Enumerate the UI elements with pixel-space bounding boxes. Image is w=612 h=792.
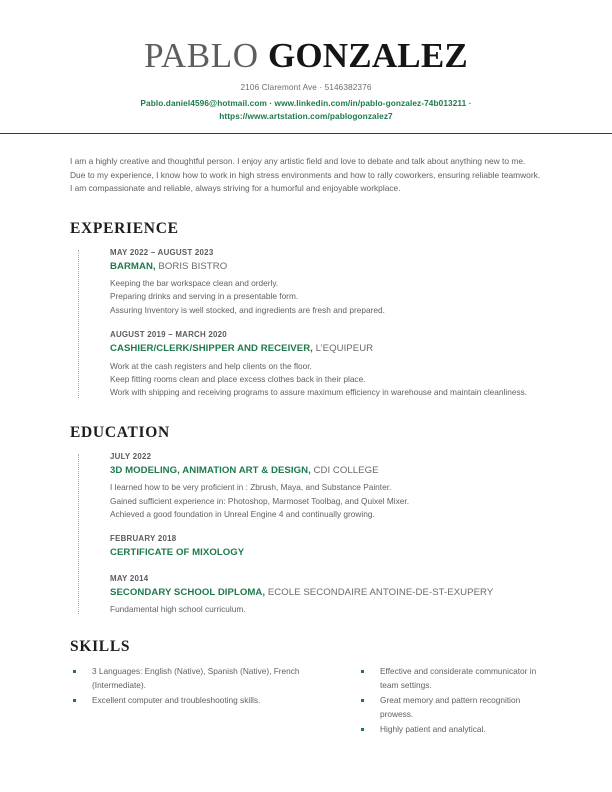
experience-entry [110, 247, 544, 318]
entry-date: JULY 2022 [110, 451, 152, 461]
skill-item: Effective and considerate communicator in team settings. [358, 665, 544, 692]
education-entry [110, 573, 544, 617]
entry-bullet-list [110, 481, 544, 521]
entry-title [110, 342, 544, 356]
entry-bullet-list [110, 277, 544, 317]
entry-bullet: Fundamental high school curriculum. [110, 603, 246, 614]
entry-title [110, 260, 544, 274]
skill-item: Excellent computer and troubleshooting skills. [70, 694, 307, 708]
entry-bullet: Achieved a good foundation in Unreal Engine 4 and continually growing. [110, 509, 375, 520]
profile-summary: I am a highly creative and thoughtful person. I enjoy any artistic field and love to debate and talk about anything new to me. Due to my experience, I know how to work in high stress environments and how to rally coworkers, ensuring reliable teamwork. I am compassionate and reliable, always striving for a humorful and enjoyable workplace. [70, 155, 541, 194]
entry-bullet-list [110, 360, 544, 400]
education-timeline [70, 451, 544, 617]
entry-bullet-list [110, 603, 544, 616]
skills-column-right [307, 665, 544, 739]
section-title-education: EDUCATION [70, 423, 170, 441]
entry-organization: BORIS BISTRO [158, 260, 228, 272]
first-name: PABLO [144, 36, 259, 75]
entry-role: CERTIFICATE OF MIXOLOGY [110, 547, 245, 559]
entry-role: SECONDARY SCHOOL DIPLOMA, [110, 586, 266, 598]
entry-organization: CDI COLLEGE [313, 464, 379, 476]
education-entry [110, 451, 544, 522]
entry-bullet: Gained sufficient experience in: Photoshop, Marmoset Toolbag, and Quixel Mixer. [110, 495, 410, 506]
entry-bullet: Keeping the bar workspace clean and orderly. [110, 278, 279, 289]
skill-item: 3 Languages: English (Native), Spanish (Native), French (Intermediate). [70, 665, 307, 692]
entry-role: BARMAN, [110, 260, 156, 272]
experience-timeline [70, 247, 544, 400]
entry-title [110, 464, 544, 478]
entry-title [110, 546, 544, 560]
skills-column-left [70, 665, 307, 739]
last-name: GONZALEZ [267, 36, 468, 75]
experience-entry [110, 329, 544, 400]
entry-bullet: Preparing drinks and serving in a presentable form. [110, 291, 299, 302]
education-entry [110, 533, 544, 560]
header-divider [0, 133, 612, 134]
entry-role: 3D MODELING, ANIMATION ART & DESIGN, [110, 464, 311, 476]
entry-role: CASHIER/CLERK/SHIPPER AND RECEIVER, [110, 343, 313, 355]
entry-bullet: Work at the cash registers and help clients on the floor. [110, 360, 312, 371]
contact-address-line: 2106 Claremont Ave · 5146382376 [240, 82, 372, 93]
entry-date: AUGUST 2019 – MARCH 2020 [110, 330, 227, 340]
full-name-heading [0, 38, 612, 74]
contact-links-line[interactable]: Pablo.daniel4596@hotmail.com · www.linkedin.com/in/pablo-gonzalez-74b013211 · https://www.artstation.com/pablogonzalez7 [140, 98, 472, 122]
resume-header [0, 0, 612, 123]
entry-bullet: Assuring Inventory is well stocked, and ingredients are fresh and prepared. [110, 304, 385, 315]
section-title-experience: EXPERIENCE [70, 219, 179, 237]
skill-item: Great memory and pattern recognition prowess. [358, 694, 544, 721]
skills-list-right [358, 665, 544, 737]
name-space [259, 36, 268, 75]
skill-item: Highly patient and analytical. [358, 723, 544, 737]
entry-organization: L’EQUIPEUR [315, 343, 374, 355]
entry-organization: ECOLE SECONDAIRE ANTOINE-DE-ST-EXUPERY [267, 586, 494, 598]
entry-bullet: Keep fitting rooms clean and place excess clothes back in their place. [110, 374, 366, 385]
entry-date: MAY 2014 [110, 573, 149, 583]
skills-list-left [70, 665, 307, 708]
skills-columns [70, 665, 544, 739]
entry-date: FEBRUARY 2018 [110, 534, 177, 544]
entry-title [110, 586, 544, 600]
section-title-skills: SKILLS [70, 638, 131, 656]
entry-bullet: I learned how to be very proficient in : Zbrush, Maya, and Substance Painter. [110, 482, 392, 493]
entry-date: MAY 2022 – AUGUST 2023 [110, 247, 214, 257]
resume-content [0, 155, 612, 739]
entry-bullet: Work with shipping and receiving programs to assure maximum efficiency in warehouse and maintain cleanliness. [110, 387, 528, 398]
